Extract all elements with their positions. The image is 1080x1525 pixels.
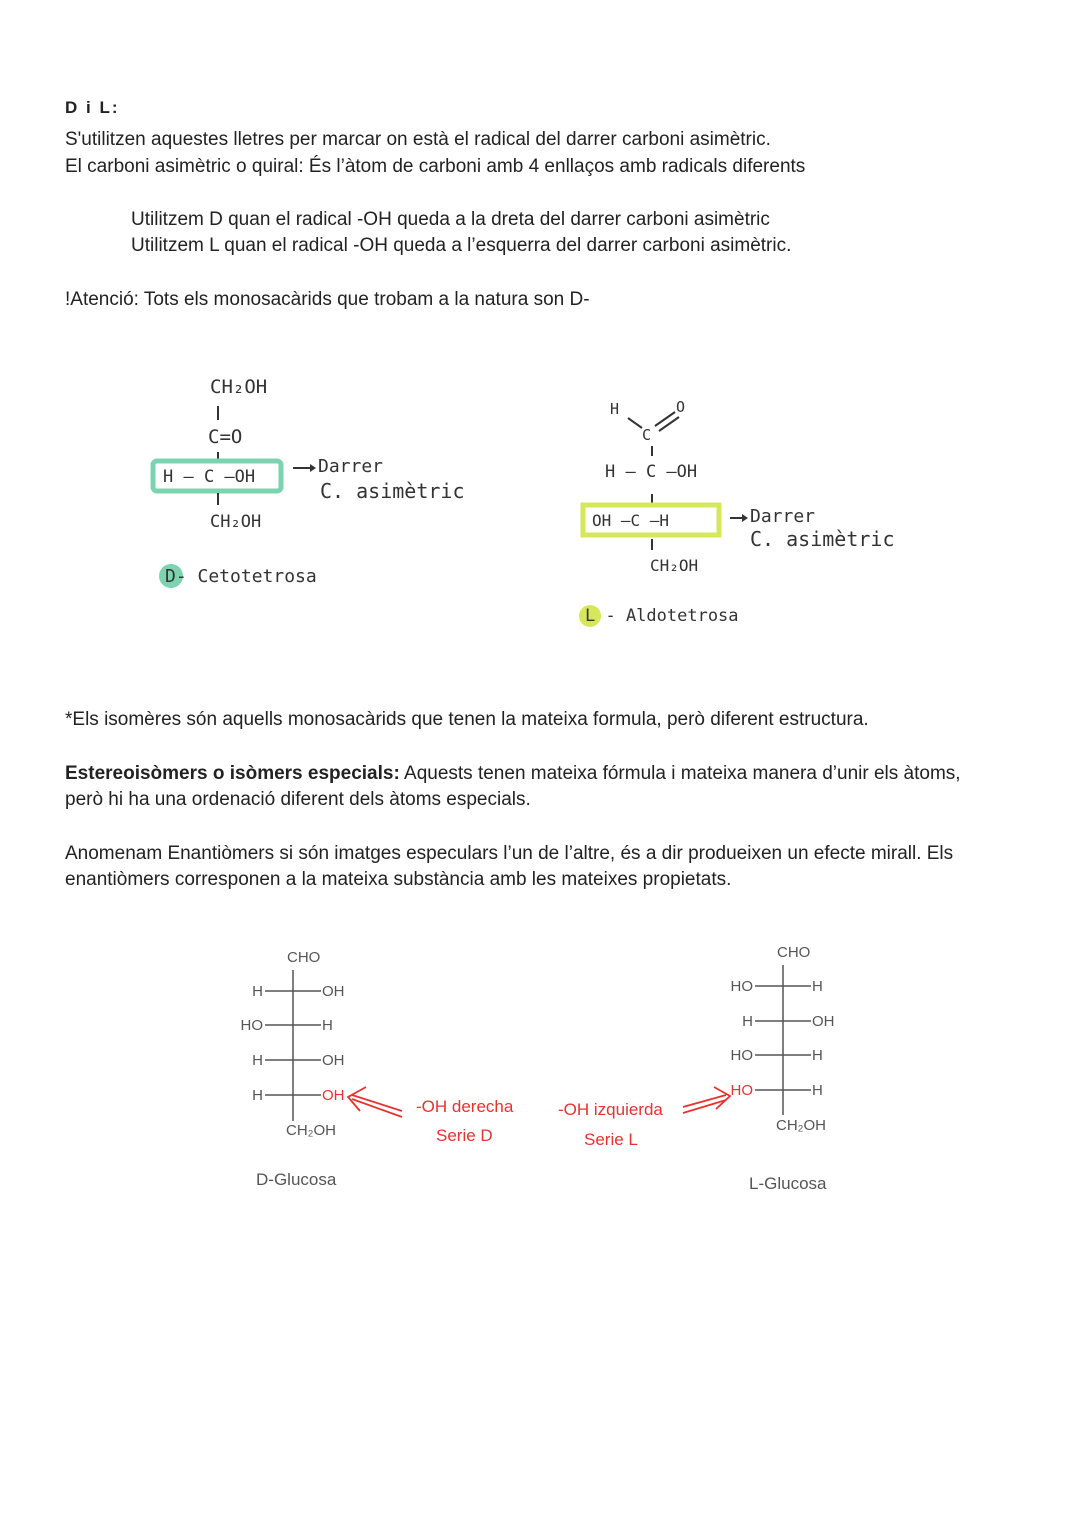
d-glucosa-r4-right: OH <box>322 1087 345 1104</box>
l-aldotetrosa-structure <box>579 398 895 627</box>
d-glucosa-r1-right: OH <box>322 983 345 1000</box>
d-glucosa-r2-left: HO <box>240 1017 263 1034</box>
d-cetotetrosa-structure <box>153 376 465 588</box>
l-glucosa-r4-left: HO <box>730 1082 753 1099</box>
l-glucosa-bottom: CH₂OH <box>776 1117 826 1134</box>
d-top-group: CH₂OH <box>210 376 268 398</box>
l-glucosa-r1-left: HO <box>730 978 753 995</box>
l-arrow-label-1: Darrer <box>750 506 816 527</box>
d-bottom-group: CH₂OH <box>210 512 262 532</box>
d-glucosa-r1-left: H <box>252 983 263 1000</box>
l-row-1: H – C –OH <box>605 462 698 482</box>
d-glucosa-r2-right: H <box>322 1017 333 1034</box>
l-glucosa-projection <box>558 944 835 1193</box>
d-glucosa-top: CHO <box>287 949 321 966</box>
glucose-diagram <box>0 935 1080 1205</box>
d-annotation-2: Serie D <box>436 1126 493 1145</box>
intro-line-2: El carboni asimètric o quiral: És l’àtom de carboni amb 4 enllaços amb radicals diferents <box>65 156 806 177</box>
stereoisomers-text-1: Aquests tenen mateixa fórmula i mateixa manera d’unir els àtoms, <box>399 763 961 784</box>
l-annotation-2: Serie L <box>584 1130 638 1149</box>
l-glucosa-name: L-Glucosa <box>749 1174 827 1193</box>
l-glucosa-r3-left: HO <box>730 1047 753 1064</box>
intro-line-1: S'utilitzen aquestes lletres per marcar on està el radical del darrer carboni asimètric. <box>65 129 771 150</box>
l-double-bond-2 <box>659 417 679 431</box>
l-arrow-label-2: C. asimètric <box>750 527 895 551</box>
l-annotation-1: -OH izquierda <box>558 1100 663 1119</box>
stereoisomers-line-1 <box>65 760 961 787</box>
l-bond-h <box>628 418 642 428</box>
d-highlight-row: H – C –OH <box>163 467 256 487</box>
l-aldehyde-c: C <box>642 426 652 444</box>
attention-note: !Atenció: Tots els monosacàrids que trobam a la natura son D- <box>65 289 590 310</box>
stereoisomers-term: Estereoisòmers o isòmers especials: <box>65 763 400 784</box>
l-glucosa-r2-right: OH <box>812 1013 835 1030</box>
d-carbonyl: C=O <box>208 426 243 448</box>
enantiomers-line-2: enantiòmers corresponen a la mateixa substància amb les mateixes propietats. <box>65 869 732 890</box>
d-arrow-label-2: C. asimètric <box>320 479 465 503</box>
l-glucosa-r1-right: H <box>812 978 823 995</box>
l-structure-name: L - Aldotetrosa <box>585 606 739 626</box>
section-heading: D i L: <box>65 98 120 117</box>
d-glucosa-name: D-Glucosa <box>256 1170 337 1189</box>
l-glucosa-top: CHO <box>777 944 811 961</box>
l-aldehyde-h: H <box>610 400 620 418</box>
d-rule: Utilitzem D quan el radical -OH queda a la dreta del darrer carboni asimètric <box>131 209 770 230</box>
l-bottom-group: CH₂OH <box>650 556 699 575</box>
d-glucosa-r3-right: OH <box>322 1052 345 1069</box>
d-glucosa-r4-left: H <box>252 1087 263 1104</box>
enantiomers-line-1: Anomenam Enantiòmers si són imatges especulars l’un de l’altre, és a dir produeixen un efecte mirall. Els <box>65 843 954 864</box>
d-glucosa-r3-left: H <box>252 1052 263 1069</box>
l-glucosa-r3-right: H <box>812 1047 823 1064</box>
d-structure-name: D- Cetotetrosa <box>165 566 317 587</box>
l-glucosa-r4-right: H <box>812 1082 823 1099</box>
d-glucosa-projection <box>241 949 514 1189</box>
l-rule: Utilitzem L quan el radical -OH queda a l’esquerra del darrer carboni asimètric. <box>131 235 792 256</box>
d-annotation-1: -OH derecha <box>416 1097 514 1116</box>
d-arrow-head <box>310 464 316 472</box>
l-double-bond-1 <box>655 412 675 426</box>
stereoisomers-line-2: però hi ha una ordenació diferent dels àtoms especials. <box>65 789 531 810</box>
tetrose-diagram <box>0 360 1080 640</box>
d-glucosa-bottom: CH₂OH <box>286 1122 336 1139</box>
l-highlight-row: OH –C –H <box>592 511 670 530</box>
l-aldehyde-o: O <box>676 398 686 416</box>
l-glucosa-r2-left: H <box>742 1013 753 1030</box>
isomers-note: *Els isomères són aquells monosacàrids que tenen la mateixa formula, però diferent estructura. <box>65 709 869 730</box>
l-arrow-head <box>742 514 748 522</box>
d-arrow-label-1: Darrer <box>318 456 384 477</box>
